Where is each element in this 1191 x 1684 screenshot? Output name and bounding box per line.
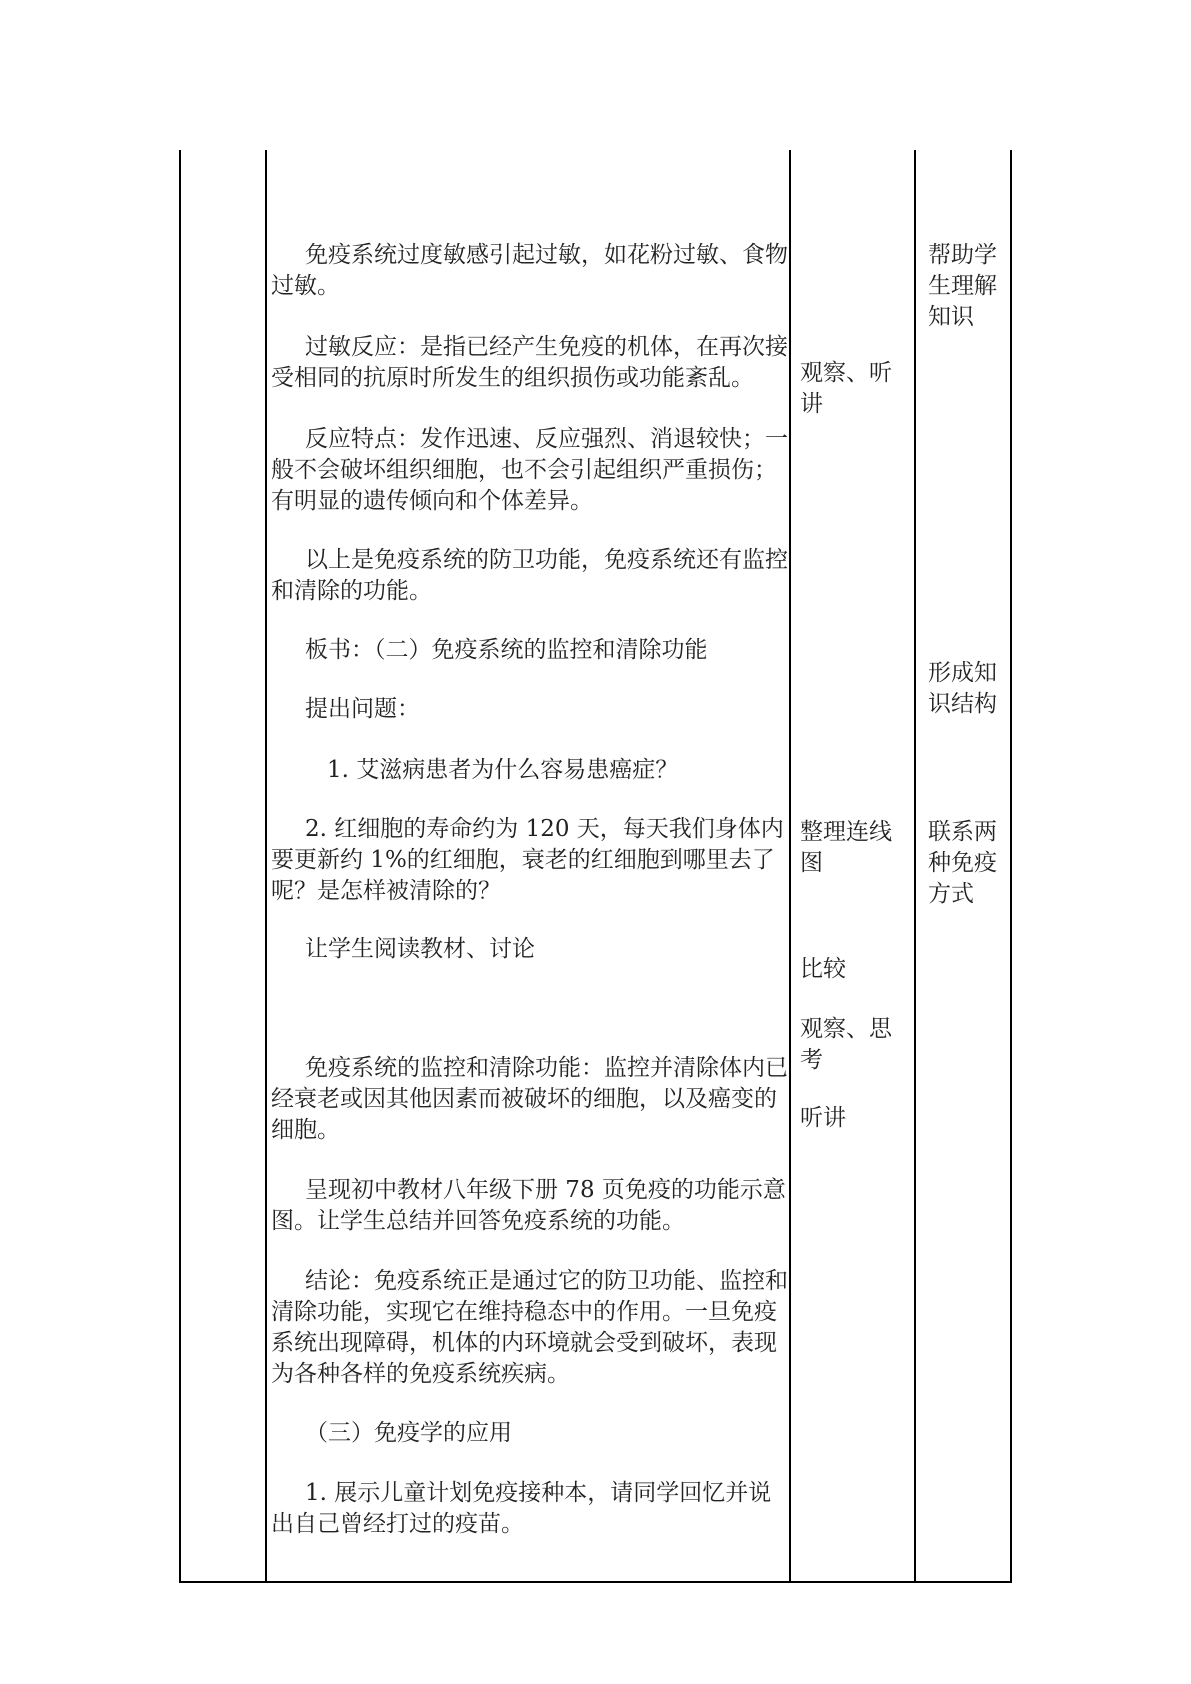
purpose-cell: 联系两种免疫方式 <box>928 819 997 907</box>
table-border-bottom <box>179 1581 1012 1583</box>
purpose-cell: 帮助学生理解知识 <box>928 242 997 330</box>
purpose-cell: 形成知识结构 <box>928 660 997 717</box>
content-paragraph: 提出问题： <box>305 696 420 722</box>
activity-cell: 观察、思考 <box>800 1016 892 1073</box>
content-paragraph: 反应特点：发作迅速、反应强烈、消退较快；一般不会破坏组织细胞，也不会引起组织严重损伤；有明显的遗传倾向和个体差异。 <box>271 426 788 514</box>
activity-cell: 比较 <box>800 956 846 982</box>
conclusion-paragraph: 结论：免疫系统正是通过它的防卫功能、监控和清除功能，实现它在维持稳态中的作用。一旦免疫系统出现障碍，机体的内环境就会受到破坏，表现为各种各样的免疫系统疾病。 <box>271 1268 788 1387</box>
table-divider-3 <box>914 150 916 1582</box>
content-paragraph: 让学生阅读教材、讨论 <box>305 936 535 962</box>
table-border-right <box>1010 150 1012 1582</box>
question-item: 1. 艾滋病患者为什么容易患癌症？ <box>327 757 679 783</box>
section-heading: （三）免疫学的应用 <box>305 1420 512 1446</box>
table-border-left <box>179 150 181 1582</box>
content-paragraph: 1. 展示儿童计划免疫接种本，请同学回忆并说出自己曾经打过的疫苗。 <box>271 1480 772 1537</box>
content-paragraph: 过敏反应：是指已经产生免疫的机体，在再次接受相同的抗原时所发生的组织损伤或功能紊乱。 <box>271 334 788 391</box>
board-heading: 板书：（二）免疫系统的监控和清除功能 <box>305 637 708 663</box>
activity-cell: 听讲 <box>800 1105 846 1131</box>
content-paragraph: 免疫系统过度敏感引起过敏，如花粉过敏、食物过敏。 <box>271 242 788 299</box>
content-paragraph: 以上是免疫系统的防卫功能，免疫系统还有监控和清除的功能。 <box>271 547 788 604</box>
activity-cell: 观察、听讲 <box>800 360 892 417</box>
content-paragraph: 呈现初中教材八年级下册 78 页免疫的功能示意图。让学生总结并回答免疫系统的功能。 <box>271 1177 786 1234</box>
table-divider-1 <box>265 150 267 1582</box>
question-item: 2. 红细胞的寿命约为 120 天，每天我们身体内要更新约 1%的红细胞，衰老的红细胞到哪里去了呢？是怎样被清除的？ <box>271 816 784 904</box>
activity-cell: 整理连线图 <box>800 819 892 876</box>
content-paragraph: 免疫系统的监控和清除功能：监控并清除体内已经衰老或因其他因素而被破坏的细胞，以及癌变的细胞。 <box>271 1055 788 1143</box>
